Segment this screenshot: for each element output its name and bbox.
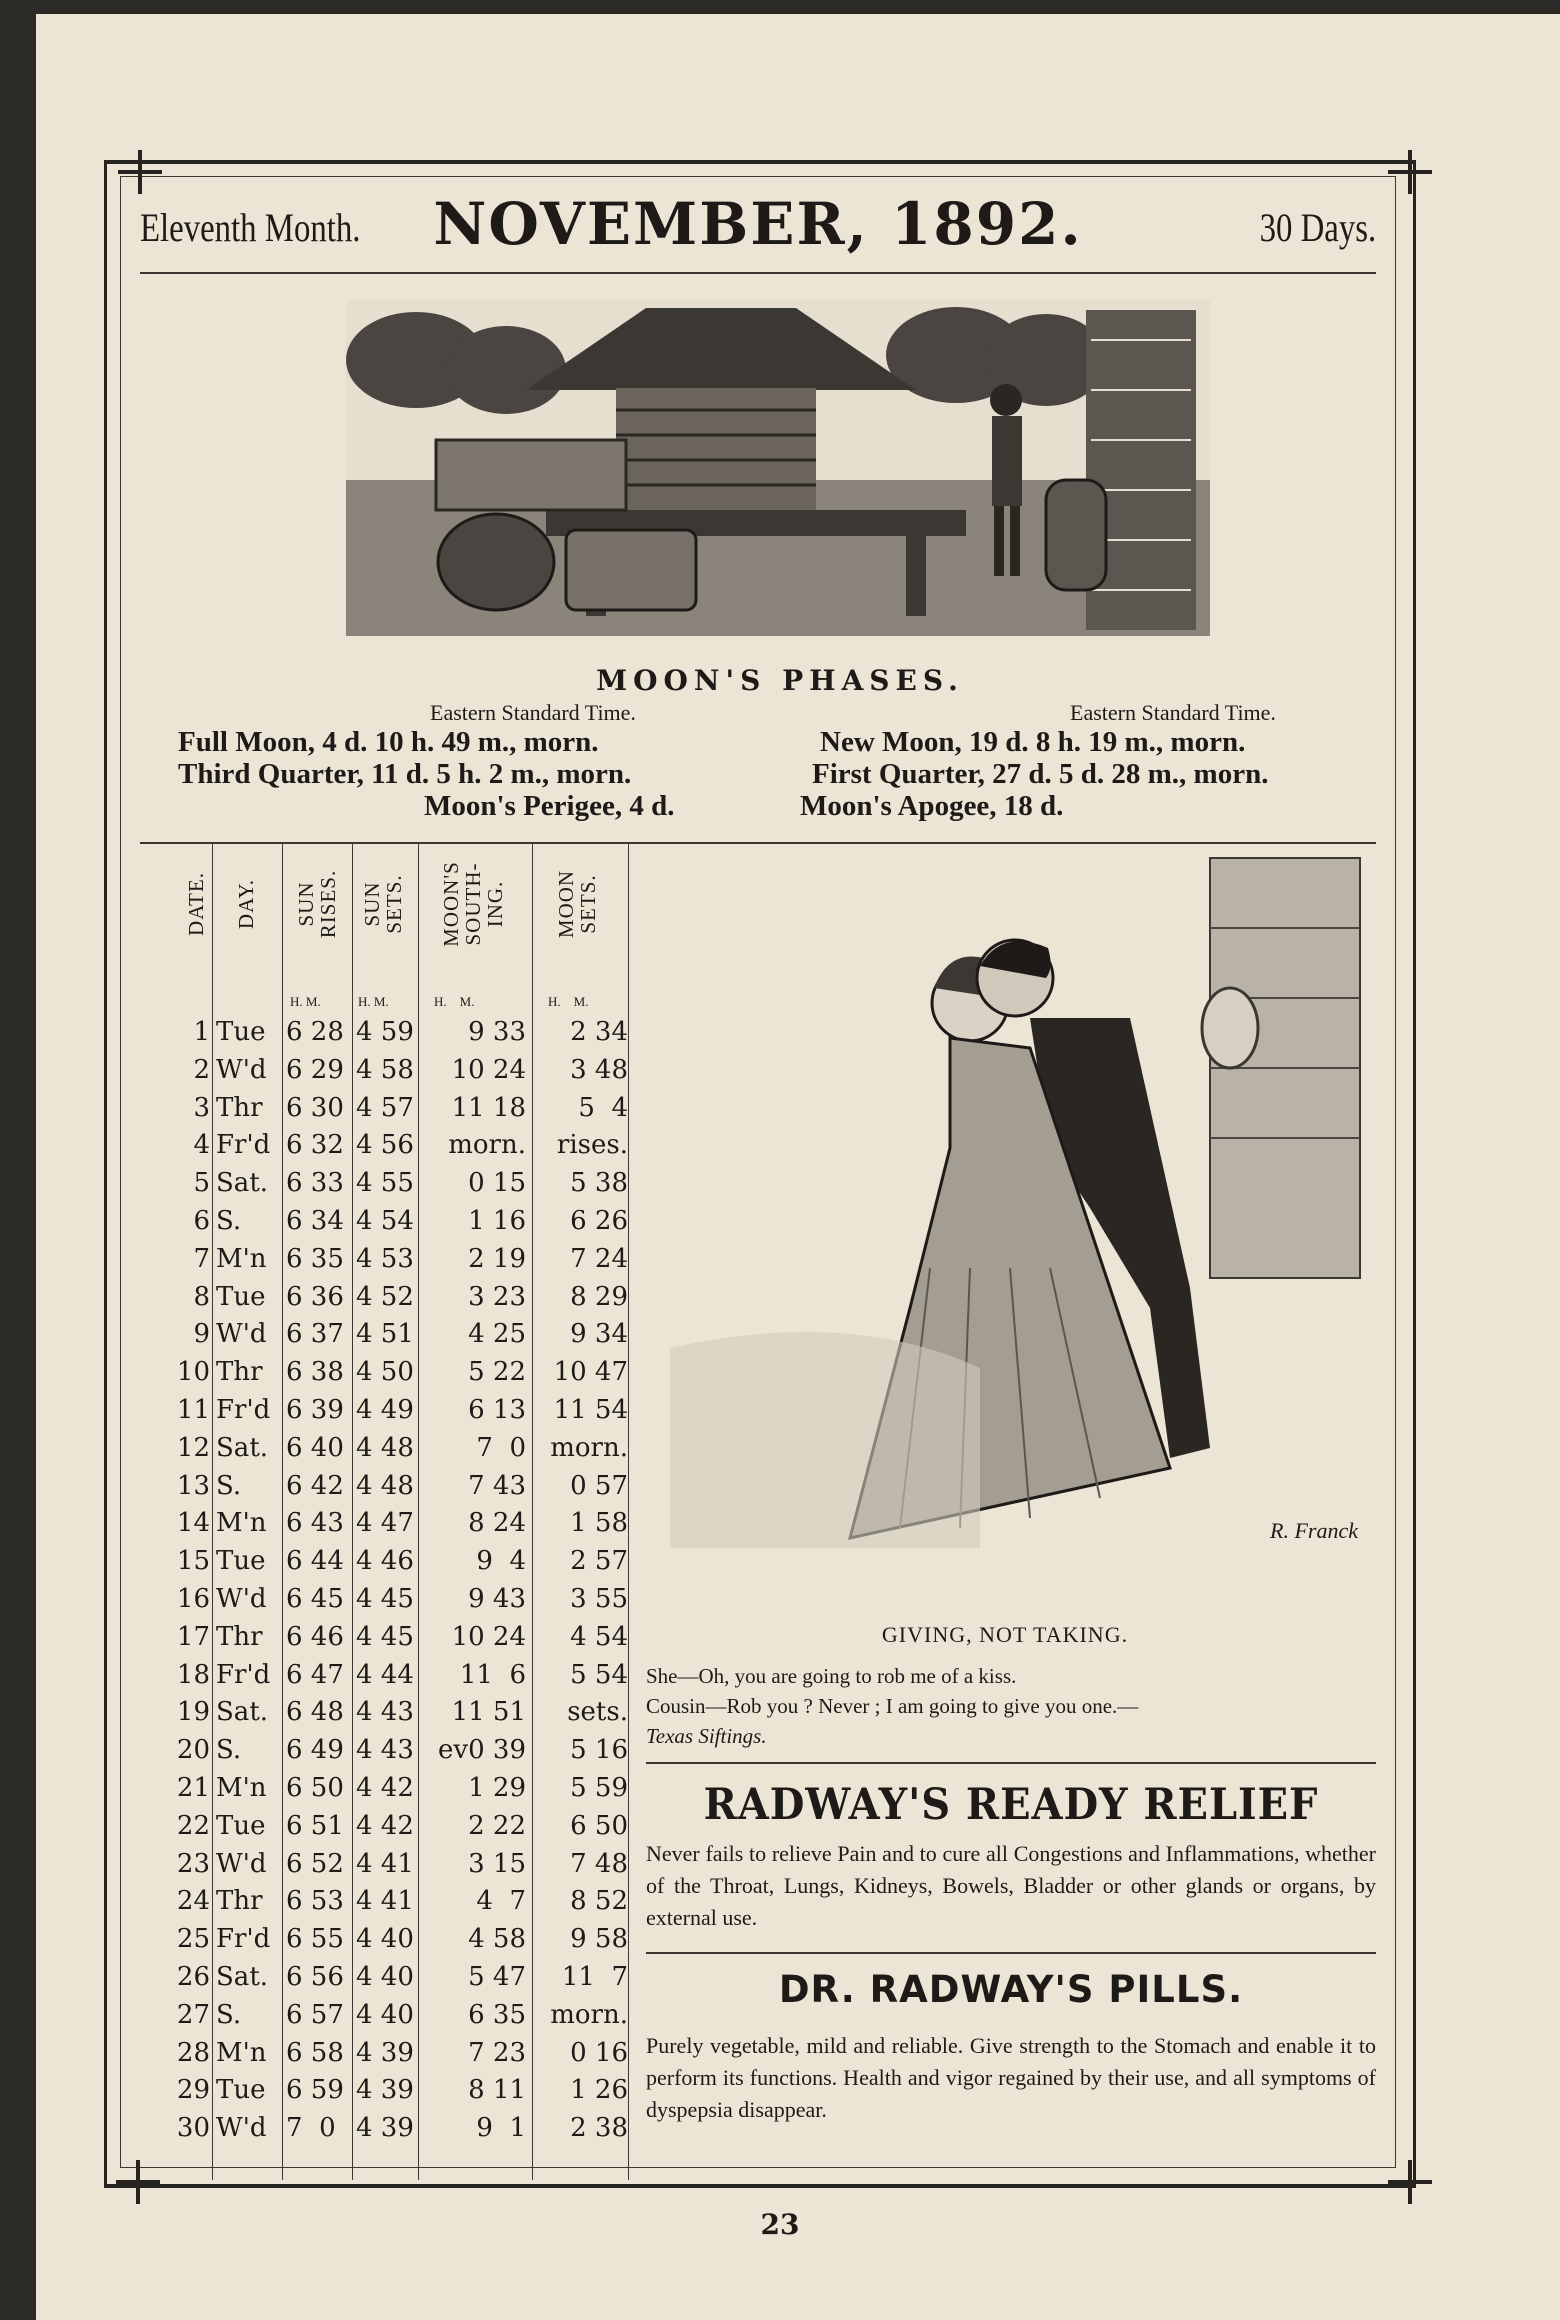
- cell-ms: ev0 39: [438, 1735, 526, 1766]
- cell-date: 4: [193, 1130, 210, 1161]
- corner-ornament: [116, 2160, 160, 2204]
- cell-sr: 6 45: [286, 1583, 344, 1614]
- cell-day: Sat.: [216, 1697, 269, 1728]
- table-row: [176, 1619, 628, 1657]
- cell-mset: 1 58: [570, 1508, 628, 1539]
- table-row: [176, 1014, 628, 1052]
- time-note-right: Eastern Standard Time.: [1070, 700, 1276, 725]
- cell-day: W'd: [216, 1848, 267, 1879]
- table-row: [176, 1505, 628, 1543]
- cell-ss: 4 52: [356, 1281, 414, 1312]
- cell-ms: 2 19: [468, 1243, 526, 1274]
- cell-ms: 11 18: [451, 1092, 526, 1123]
- cell-sr: 6 52: [286, 1848, 344, 1879]
- table-row: [176, 1279, 628, 1317]
- cell-day: W'd: [216, 2113, 267, 2144]
- cell-date: 5: [193, 1168, 210, 1199]
- cell-sr: 6 42: [286, 1470, 344, 1501]
- month-header: [140, 190, 1376, 260]
- cell-date: 13: [176, 1470, 210, 1501]
- cell-ss: 4 50: [356, 1357, 414, 1388]
- artist-signature: R. Franck: [1270, 1518, 1358, 1543]
- time-note-left: Eastern Standard Time.: [430, 700, 636, 725]
- cell-ms: 10 24: [451, 1621, 526, 1652]
- cell-ss: 4 51: [356, 1319, 414, 1350]
- cell-sr: 6 59: [286, 2075, 344, 2106]
- units-moon-sets: H. M.: [548, 994, 589, 1009]
- cell-ms: 4 58: [468, 1924, 526, 1955]
- cell-sr: 6 39: [286, 1394, 344, 1425]
- cell-ms: 1 29: [468, 1772, 526, 1803]
- joke-source: Texas Siftings.: [646, 1724, 767, 1748]
- cell-day: Tue: [216, 1546, 266, 1577]
- header-moon-sets: MOON SETS.: [554, 869, 600, 939]
- cell-date: 27: [176, 1999, 210, 2030]
- cell-mset: 3 48: [570, 1054, 628, 1085]
- cell-mset: 9 58: [570, 1924, 628, 1955]
- new-moon: New Moon, 19 d. 8 h. 19 m., morn.: [820, 726, 1246, 758]
- cell-sr: 6 36: [286, 1281, 344, 1312]
- cell-day: Thr: [216, 1092, 263, 1123]
- header-date: DATE.: [184, 872, 208, 936]
- cell-day: S.: [216, 1999, 242, 2030]
- table-row: [176, 1581, 628, 1619]
- cell-day: Thr: [216, 1357, 263, 1388]
- cell-day: M'n: [216, 1243, 267, 1274]
- cell-ss: 4 40: [356, 1924, 414, 1955]
- pills-title: DR. RADWAY'S PILLS.: [778, 1968, 1244, 2011]
- cell-sr: 6 37: [286, 1319, 344, 1350]
- cell-date: 8: [193, 1281, 210, 1312]
- cell-ms: 4 7: [476, 1886, 526, 1917]
- cell-ms: 11 51: [451, 1697, 526, 1728]
- cell-mset: 7 48: [570, 1848, 628, 1879]
- cell-sr: 6 47: [286, 1659, 344, 1690]
- cell-date: 18: [176, 1659, 210, 1690]
- pills-text: Purely vegetable, mild and reliable. Give strength to the Stomach and enable it to perform its functions. Health and vigor regained by their use, and all symptoms of dyspepsia disappear.: [646, 2033, 1376, 2122]
- cell-ss: 4 54: [356, 1205, 414, 1236]
- cell-ss: 4 48: [356, 1470, 414, 1501]
- table-row: [176, 1165, 628, 1203]
- table-row: [176, 1316, 628, 1354]
- table-row: [176, 1959, 628, 1997]
- cell-ms: 7 43: [468, 1470, 526, 1501]
- cell-sr: 6 48: [286, 1697, 344, 1728]
- cell-date: 22: [176, 1810, 210, 1841]
- header-day: DAY.: [234, 878, 258, 930]
- cell-day: M'n: [216, 1772, 267, 1803]
- table-row: [176, 2072, 628, 2110]
- third-quarter: Third Quarter, 11 d. 5 h. 2 m., morn.: [178, 758, 632, 790]
- table-row: [176, 1090, 628, 1128]
- cell-ms: 3 15: [468, 1848, 526, 1879]
- cell-mset: 2 34: [570, 1017, 628, 1047]
- cell-mset: 5 4: [578, 1092, 628, 1123]
- cell-date: 9: [193, 1319, 210, 1350]
- cider-mill-engraving: [346, 300, 1210, 636]
- cell-ms: morn.: [448, 1130, 526, 1161]
- column-divider: [628, 844, 629, 2180]
- page-title: NOVEMBER, 1892.: [433, 190, 1083, 258]
- header-moon-southing: MOON'S SOUTH- ING.: [439, 861, 507, 947]
- joke-line-2: Cousin—Rob you ? Never ; I am going to give you one.—: [646, 1694, 1139, 1718]
- table-row: [176, 2110, 628, 2148]
- cell-ms: 11 6: [459, 1659, 526, 1690]
- cell-ss: 4 41: [356, 1886, 414, 1917]
- cell-mset: 9 34: [570, 1319, 628, 1350]
- cell-sr: 6 53: [286, 1886, 344, 1917]
- first-quarter: First Quarter, 27 d. 5 d. 28 m., morn.: [812, 758, 1269, 790]
- cell-sr: 6 30: [286, 1092, 344, 1123]
- cell-day: S.: [216, 1470, 242, 1501]
- cell-date: 12: [176, 1432, 210, 1463]
- cell-date: 7: [193, 1243, 210, 1274]
- cell-sr: 6 32: [286, 1130, 344, 1161]
- cell-ms: 5 47: [468, 1961, 526, 1992]
- couple-engraving: [650, 848, 1370, 1568]
- cell-sr: 6 33: [286, 1168, 344, 1199]
- cell-day: Tue: [216, 1281, 266, 1312]
- cell-date: 6: [193, 1205, 210, 1236]
- units-sun-sets: H. M.: [358, 994, 389, 1009]
- cell-day: W'd: [216, 1319, 267, 1350]
- cell-date: 2: [193, 1054, 210, 1085]
- table-row: [176, 1846, 628, 1884]
- table-row: [176, 1732, 628, 1770]
- cell-day: Fr'd: [216, 1130, 271, 1161]
- cell-ss: 4 46: [356, 1546, 414, 1577]
- cell-ms: 9 4: [476, 1546, 526, 1577]
- cell-mset: 2 38: [570, 2113, 628, 2144]
- cell-ms: 7 23: [468, 2037, 526, 2068]
- cell-sr: 6 40: [286, 1432, 344, 1463]
- table-row: [176, 1241, 628, 1279]
- cell-date: 24: [176, 1886, 210, 1917]
- cell-ms: 4 25: [468, 1319, 526, 1350]
- cell-date: 21: [176, 1772, 210, 1803]
- cell-sr: 6 43: [286, 1508, 344, 1539]
- cell-mset: 11 7: [561, 1961, 628, 1992]
- cell-ss: 4 45: [356, 1621, 414, 1652]
- cell-date: 10: [176, 1357, 210, 1388]
- cell-mset: 8 52: [570, 1886, 628, 1917]
- table-row: [176, 1543, 628, 1581]
- table-row: [176, 1694, 628, 1732]
- cell-sr: 6 29: [286, 1054, 344, 1085]
- calendar-rows: [176, 1014, 628, 2148]
- cell-sr: 6 51: [286, 1810, 344, 1841]
- cell-ms: 6 13: [468, 1394, 526, 1425]
- cell-ss: 4 43: [356, 1697, 414, 1728]
- units-moon-southing: H. M.: [434, 994, 475, 1009]
- cell-mset: 5 16: [570, 1735, 628, 1766]
- units-sun-rises: H. M.: [290, 994, 321, 1009]
- table-row: [176, 1921, 628, 1959]
- moon-phases-heading: MOON'S PHASES.: [596, 664, 964, 697]
- cell-mset: 11 54: [553, 1394, 628, 1425]
- cell-ss: 4 39: [356, 2075, 414, 2106]
- cell-date: 16: [176, 1583, 210, 1614]
- cell-mset: 7 24: [570, 1243, 628, 1274]
- calendar-header: [176, 844, 628, 964]
- cell-mset: 0 16: [570, 2037, 628, 2068]
- table-row: [176, 1354, 628, 1392]
- cell-ms: 9 43: [468, 1583, 526, 1614]
- cell-mset: 5 54: [570, 1659, 628, 1690]
- cell-date: 14: [176, 1508, 210, 1539]
- table-row: [176, 1127, 628, 1165]
- cell-date: 3: [193, 1092, 210, 1123]
- cell-ss: 4 39: [356, 2037, 414, 2068]
- cell-day: M'n: [216, 2037, 267, 2068]
- cell-ss: 4 49: [356, 1394, 414, 1425]
- cell-ms: 5 22: [468, 1357, 526, 1388]
- cell-day: Sat.: [216, 1432, 269, 1463]
- cell-date: 20: [176, 1735, 210, 1766]
- cell-day: Tue: [216, 2075, 266, 2106]
- cell-ss: 4 48: [356, 1432, 414, 1463]
- cell-date: 11: [176, 1394, 210, 1425]
- table-row: [176, 1392, 628, 1430]
- cell-mset: 1 26: [570, 2075, 628, 2106]
- header-sun-sets: SUN SETS.: [360, 874, 406, 934]
- table-row: [176, 2035, 628, 2073]
- cell-date: 19: [176, 1697, 210, 1728]
- table-row: [176, 1203, 628, 1241]
- cell-ss: 4 40: [356, 1999, 414, 2030]
- days-count: 30 Days.: [1259, 205, 1376, 250]
- cell-ss: 4 53: [356, 1243, 414, 1274]
- table-row: [176, 1883, 628, 1921]
- month-ordinal: Eleventh Month.: [140, 205, 361, 250]
- ad-rule: [646, 1952, 1376, 1954]
- cell-mset: 5 38: [570, 1168, 628, 1199]
- cell-mset: 6 26: [570, 1205, 628, 1236]
- cell-ms: 0 15: [468, 1168, 526, 1199]
- table-row: [176, 1430, 628, 1468]
- cell-mset: rises.: [556, 1130, 628, 1161]
- cell-sr: 6 34: [286, 1205, 344, 1236]
- cell-date: 30: [176, 2113, 210, 2144]
- cell-date: 15: [176, 1546, 210, 1577]
- corner-ornament: [118, 150, 162, 194]
- ad-rule: [646, 1762, 1376, 1764]
- cell-sr: 6 50: [286, 1772, 344, 1803]
- corner-ornament: [1388, 2160, 1432, 2204]
- cell-ss: 4 39: [356, 2113, 414, 2144]
- full-moon: Full Moon, 4 d. 10 h. 49 m., morn.: [178, 726, 599, 758]
- cell-ms: 7 0: [476, 1432, 526, 1463]
- cell-sr: 7 0: [286, 2113, 336, 2144]
- ready-relief-text: Never fails to relieve Pain and to cure all Congestions and Inflammations, whether of the Throat, Lungs, Kidneys, Bowels, Bladder or other glands or organs, by external use.: [646, 1841, 1376, 1930]
- cell-date: 28: [176, 2037, 210, 2068]
- cell-mset: 3 55: [570, 1583, 628, 1614]
- cell-date: 26: [176, 1961, 210, 1992]
- cell-date: 23: [176, 1848, 210, 1879]
- cell-ms: 9 33: [468, 1017, 526, 1047]
- cell-day: Sat.: [216, 1961, 269, 1992]
- cell-ss: 4 40: [356, 1961, 414, 1992]
- cell-ss: 4 44: [356, 1659, 414, 1690]
- moon-apogee: Moon's Apogee, 18 d.: [800, 790, 1064, 822]
- cell-mset: morn.: [550, 1432, 628, 1463]
- table-row: [176, 1052, 628, 1090]
- cell-sr: 6 56: [286, 1961, 344, 1992]
- page-number: 23: [760, 2208, 800, 2241]
- cell-mset: 2 57: [570, 1546, 628, 1577]
- cell-day: S.: [216, 1205, 242, 1236]
- table-row: [176, 1808, 628, 1846]
- cell-day: M'n: [216, 1508, 267, 1539]
- cell-ms: 6 35: [468, 1999, 526, 2030]
- cell-day: Thr: [216, 1621, 263, 1652]
- joke-line-1: She—Oh, you are going to rob me of a kiss.: [646, 1664, 1017, 1688]
- cell-mset: 8 29: [570, 1281, 628, 1312]
- cell-ms: 10 24: [451, 1054, 526, 1085]
- cell-ss: 4 56: [356, 1130, 414, 1161]
- cell-sr: 6 46: [286, 1621, 344, 1652]
- cell-ss: 4 55: [356, 1168, 414, 1199]
- illustration-caption: GIVING, NOT TAKING.: [881, 1622, 1129, 1647]
- table-row: [176, 1770, 628, 1808]
- cell-ss: 4 58: [356, 1054, 414, 1085]
- cell-ms: 2 22: [468, 1810, 526, 1841]
- cell-sr: 6 55: [286, 1924, 344, 1955]
- table-row: [176, 1657, 628, 1695]
- cell-day: Tue: [216, 1810, 266, 1841]
- cell-mset: morn.: [550, 1999, 628, 2030]
- cell-day: W'd: [216, 1054, 267, 1085]
- cell-day: Thr: [216, 1886, 263, 1917]
- cell-day: Fr'd: [216, 1659, 271, 1690]
- cell-ss: 4 45: [356, 1583, 414, 1614]
- cell-ss: 4 57: [356, 1092, 414, 1123]
- cell-ms: 1 16: [468, 1205, 526, 1236]
- cell-day: W'd: [216, 1583, 267, 1614]
- moon-perigee: Moon's Perigee, 4 d.: [424, 790, 675, 822]
- header-sun-rises: SUN RISES.: [294, 869, 340, 939]
- cell-day: S.: [216, 1735, 242, 1766]
- cell-mset: sets.: [567, 1697, 628, 1728]
- ready-relief-title: RADWAY'S READY RELIEF: [703, 1780, 1319, 1830]
- header-rule: [140, 272, 1376, 274]
- cell-ss: 4 41: [356, 1848, 414, 1879]
- cell-ss: 4 43: [356, 1735, 414, 1766]
- cell-sr: 6 58: [286, 2037, 344, 2068]
- cell-sr: 6 35: [286, 1243, 344, 1274]
- cell-date: 17: [176, 1621, 210, 1652]
- cell-ss: 4 47: [356, 1508, 414, 1539]
- cell-day: Fr'd: [216, 1924, 271, 1955]
- cell-mset: 10 47: [553, 1357, 628, 1388]
- table-row: [176, 1997, 628, 2035]
- cell-sr: 6 49: [286, 1735, 344, 1766]
- cell-ss: 4 42: [356, 1810, 414, 1841]
- cell-mset: 6 50: [570, 1810, 628, 1841]
- cell-date: 1: [193, 1017, 210, 1047]
- table-row: [176, 1468, 628, 1506]
- cell-ms: 3 23: [468, 1281, 526, 1312]
- cell-day: Tue: [216, 1017, 266, 1047]
- cell-date: 25: [176, 1924, 210, 1955]
- cell-ms: 8 24: [468, 1508, 526, 1539]
- cell-mset: 5 59: [570, 1772, 628, 1803]
- corner-ornament: [1388, 150, 1432, 194]
- cell-day: Fr'd: [216, 1394, 271, 1425]
- cell-ss: 4 59: [356, 1017, 414, 1047]
- calendar-table: [176, 844, 628, 2144]
- cell-ms: 8 11: [468, 2075, 526, 2106]
- cell-sr: 6 44: [286, 1546, 344, 1577]
- cell-sr: 6 57: [286, 1999, 344, 2030]
- cell-date: 29: [176, 2075, 210, 2106]
- cell-ms: 9 1: [476, 2113, 526, 2144]
- cell-sr: 6 28: [286, 1017, 344, 1047]
- cell-ss: 4 42: [356, 1772, 414, 1803]
- cell-mset: 4 54: [570, 1621, 628, 1652]
- cell-day: Sat.: [216, 1168, 269, 1199]
- cell-mset: 0 57: [570, 1470, 628, 1501]
- cell-sr: 6 38: [286, 1357, 344, 1388]
